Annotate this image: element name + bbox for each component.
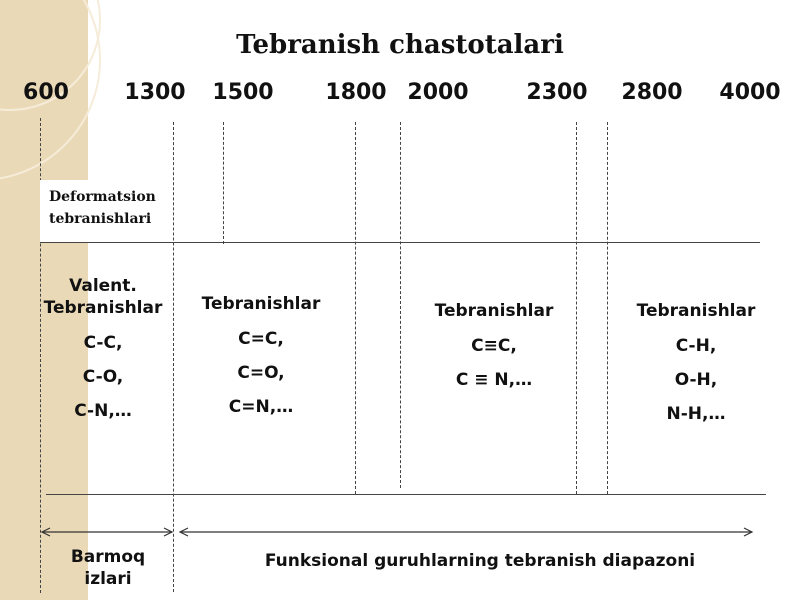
bond-item: C≡C, <box>471 336 517 356</box>
tick-label-2300: 2300 <box>526 80 588 105</box>
region-heading: Tebranishlar <box>434 301 554 321</box>
deformation-label-line2: tebranishlari <box>49 211 152 227</box>
bond-item: C=O, <box>237 363 285 383</box>
tick-label-2000: 2000 <box>407 80 469 105</box>
bond-item: C=C, <box>238 329 284 349</box>
tick-label-2800: 2800 <box>621 80 683 105</box>
tick-label-1800: 1800 <box>325 80 387 105</box>
region-heading: Tebranishlar <box>636 301 756 321</box>
bond-item: C=N,… <box>228 397 294 417</box>
diagram-title: Tebranish chastotalari <box>236 30 564 60</box>
bond-item: C-N,… <box>74 401 132 421</box>
bond-item: C ≡ N,… <box>455 370 533 390</box>
region-heading: Tebranishlar <box>201 294 321 314</box>
tick-label-4000: 4000 <box>719 80 781 105</box>
bond-item: N-H,… <box>666 404 726 424</box>
deformation-label-line1: Deformatsion <box>49 189 156 205</box>
bond-item: C-H, <box>675 336 717 356</box>
region-heading: Valent. Tebranishlar <box>43 276 163 318</box>
bond-item: C-O, <box>82 367 124 387</box>
bond-item: O-H, <box>674 370 718 390</box>
tick-label-600: 600 <box>23 80 69 105</box>
functional-range-label: Funksional guruhlarning tebranish diapazoni <box>264 551 696 571</box>
tick-label-1300: 1300 <box>124 80 186 105</box>
tick-label-1500: 1500 <box>212 80 274 105</box>
bond-item: C-C, <box>83 333 123 353</box>
fingerprint-label: Barmoq izlari <box>70 547 146 589</box>
